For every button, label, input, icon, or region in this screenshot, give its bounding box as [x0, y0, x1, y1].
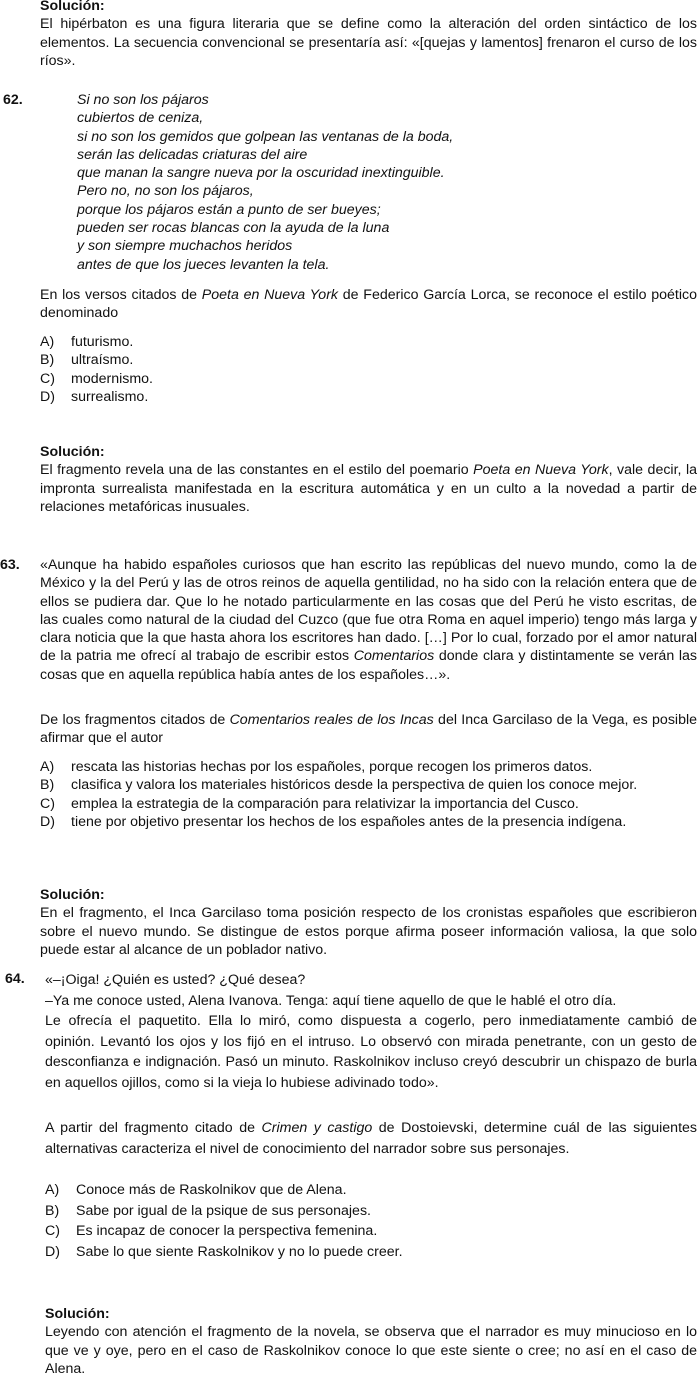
- poem-line: pueden ser rocas blancas con la ayuda de la luna: [77, 220, 390, 237]
- poem-line: serán las delicadas criaturas del aire: [77, 146, 308, 163]
- option-a[interactable]: A) futurismo.: [40, 334, 134, 350]
- question-prompt-63: De los fragmentos citados de Comentarios reales de los Incas del Inca Garcilaso de la Vega, es posible afirmar que el autor: [40, 712, 697, 747]
- question-number-64: 64.: [5, 971, 25, 987]
- option-b[interactable]: B) clasifica y valora los materiales históricos desde la perspectiva de quien los conoce mejor.: [40, 777, 638, 794]
- solution-heading: Solución:: [40, 887, 105, 903]
- poem-line: antes de que los jueces levanten la tela.: [77, 256, 330, 273]
- option-d[interactable]: D) Sabe lo que siente Raskolnikov y no lo puede creer.: [45, 1243, 403, 1260]
- option-a[interactable]: A) Conoce más de Raskolnikov que de Alena.: [45, 1182, 347, 1198]
- work-title: Comentarios reales de los Incas: [229, 712, 434, 728]
- question-number-62: 62.: [3, 92, 23, 108]
- solution-text: Leyendo con atención el fragmento de la novela, se observa que el narrador es muy minucioso en lo que ve y oye, pero en el caso de Raskolnikov conoce lo que este siente o cree; no así en el caso de Alena.: [45, 1324, 697, 1377]
- solution-62: [40, 443, 697, 516]
- option-c[interactable]: C) Es incapaz de conocer la perspectiva femenina.: [45, 1223, 378, 1240]
- quote-line: –Ya me conoce usted, Alena Ivanova. Tenga: aquí tiene aquello de que le hablé el otro día.: [45, 992, 617, 1009]
- solution-text: El hipérbaton es una figura literaria que se define como la alteración del orden sintáctico de los elementos. La secuencia convencional se presentaría así: «[quejas y lamentos] frenaron el curso de los ríos».: [40, 16, 697, 69]
- solution-61: [40, 0, 697, 70]
- option-b[interactable]: B) Sabe por igual de la psique de sus personajes.: [45, 1202, 371, 1219]
- option-d[interactable]: D) tiene por objetivo presentar los hechos de los españoles antes de la presencia indígena.: [40, 813, 627, 830]
- solution-63: [40, 886, 697, 959]
- solution-64: [45, 1305, 697, 1378]
- poem-line: cubiertos de ceniza,: [77, 110, 204, 127]
- work-title: Poeta en Nueva York: [201, 287, 339, 303]
- option-d[interactable]: D) surrealismo.: [40, 388, 149, 405]
- question-prompt-64: A partir del fragmento citado de Crimen y castigo de Dostoievski, determine cuál de las siguientes alternativas caracteriza el nivel de conocimiento del narrador sobre sus personajes.: [45, 1120, 697, 1157]
- quote-63: «Aunque ha habido españoles curiosos que han escrito las repúblicas del nuevo mundo, como la de México y la del Perú y las de otros reinos de aquella gentilidad, no ha sido con la relación entera que de ellos se pudiera dar. Que lo he notado particularmente en las cosas que del Perú he visto escritas, de las cuales como natural de la ciudad del Cuzco (que fue otra Roma en aquel imperio) tengo más larga y clara noticia que la que hasta ahora los escritores han dado. […] Por lo cual, forzado por el amor natural de la patria me ofrecí al trabajo de escribir estos Comentarios donde clara y distintamente se verán las cosas que en aquella república había antes de los españoles…».: [40, 557, 697, 683]
- question-number-63: 63.: [0, 557, 20, 573]
- quote-paragraph: Le ofrecía el paquetito. Ella lo miró, como dispuesta a cogerlo, pero inmediatamente cambió de opinión. Levantó los ojos y los fijó en el intruso. Lo observó con mirada penetrante, con un gesto de desconfianza e indignación. Pasó un minuto. Raskolnikov incluso creyó descubrir un chispazo de burla en aquellos ojillos, como si la vieja lo hubiese adivinado todo».: [45, 1013, 697, 1091]
- solution-heading: Solución:: [40, 0, 105, 14]
- poem-line: y son siempre muchachos heridos: [77, 238, 293, 255]
- poem-line: porque los pájaros están a punto de ser bueyes;: [77, 201, 381, 218]
- options-64: [45, 1180, 685, 1262]
- option-c[interactable]: C) emplea la estrategia de la comparación para relativizar la importancia del Cusco.: [40, 795, 579, 812]
- option-c[interactable]: C) modernismo.: [40, 370, 154, 387]
- poem-line: que manan la sangre nueva por la oscuridad inextinguible.: [77, 165, 445, 182]
- solution-heading: Solución:: [45, 1306, 110, 1322]
- solution-text: El fragmento revela una de las constantes en el estilo del poemario Poeta en Nueva York, vale decir, la impronta surrealista manifestada en la escritura automática y en un culto a la novedad a partir de relaciones metafóricas inusuales.: [40, 462, 697, 515]
- options-62: [40, 333, 680, 406]
- poem-line: Si no son los pájaros: [77, 92, 209, 108]
- solution-text: En el fragmento, el Inca Garcilaso toma posición respecto de los cronistas españoles que escribieron sobre el nuevo mundo. Se distingue de estos porque afirma poseer información valiosa, la que solo puede estar al alcance de un poblador nativo.: [40, 905, 697, 958]
- quote-64: [45, 970, 697, 1094]
- quote-line: «–¡Oiga! ¿Quién es usted? ¿Qué desea?: [45, 972, 306, 988]
- options-63: [40, 758, 697, 831]
- option-b[interactable]: B) ultraísmo.: [40, 352, 134, 369]
- solution-heading: Solución:: [40, 444, 105, 460]
- poem-line: si no son los gemidos que golpean las ventanas de la boda,: [77, 128, 454, 145]
- option-a[interactable]: A) rescata las historias hechas por los españoles, porque recogen los primeros datos.: [40, 759, 593, 775]
- question-prompt-62: En los versos citados de Poeta en Nueva York de Federico García Lorca, se reconoce el estilo poético denominado: [40, 287, 698, 322]
- work-title: Crimen y castigo: [261, 1120, 373, 1136]
- poem-62: [77, 91, 677, 274]
- poem-line: Pero no, no son los pájaros,: [77, 183, 254, 200]
